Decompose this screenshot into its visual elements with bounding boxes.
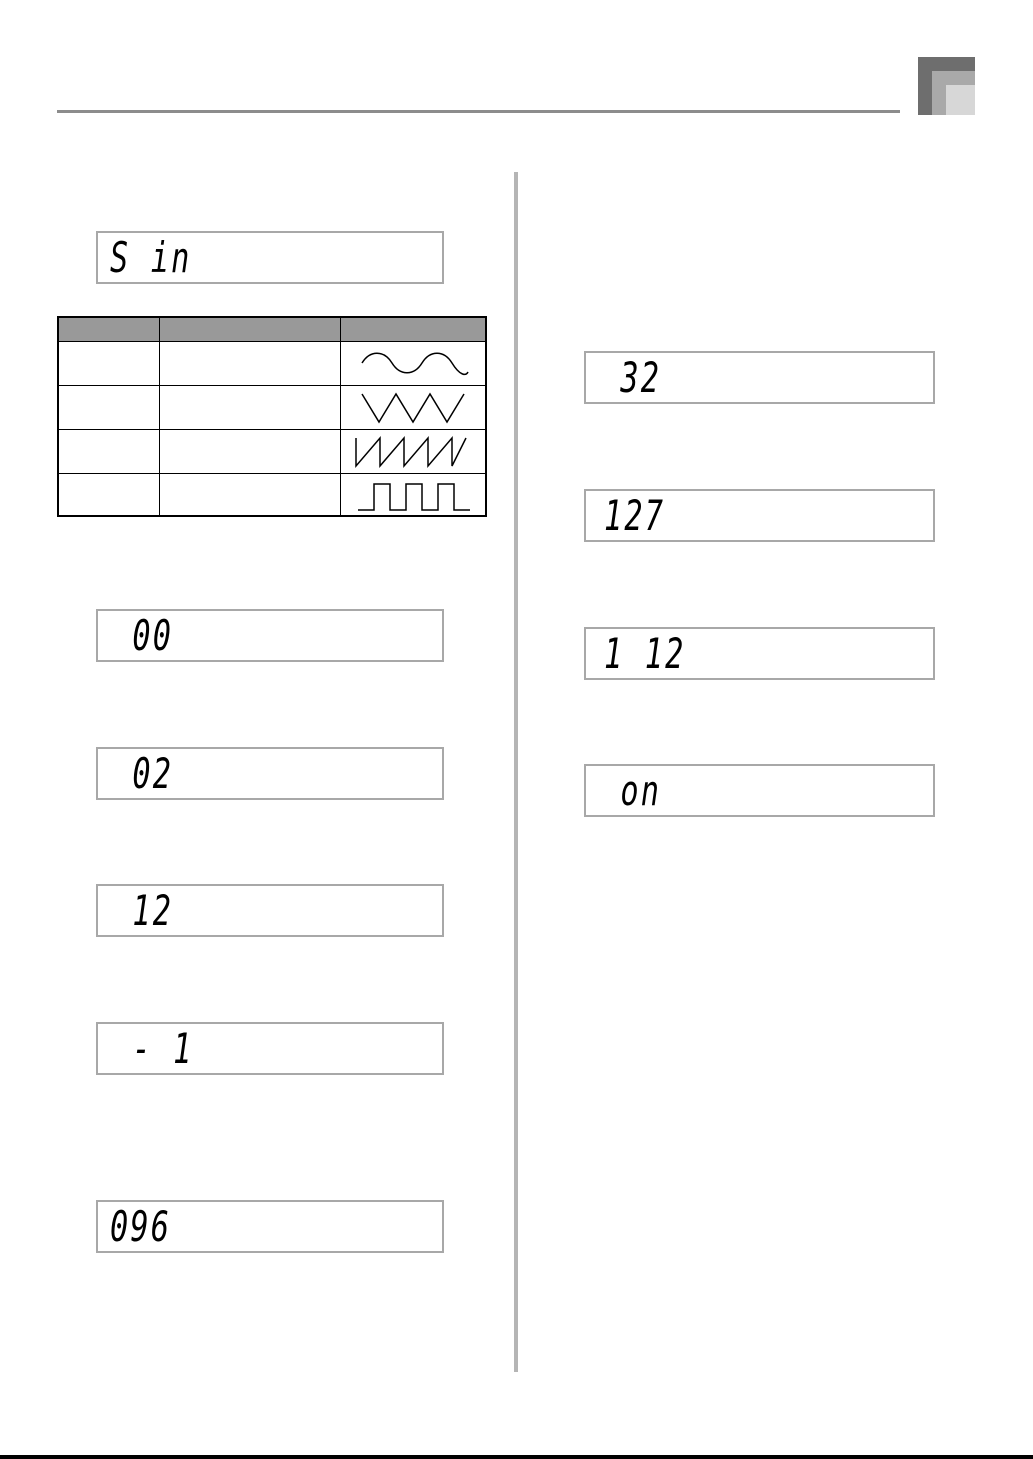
lcd-display bbox=[96, 1022, 444, 1075]
square-wave-icon bbox=[342, 474, 485, 517]
lcd-display bbox=[96, 609, 444, 662]
triangle-wave-icon bbox=[342, 386, 485, 429]
lcd-readout: 127 bbox=[604, 491, 666, 540]
lcd-readout: 00 bbox=[112, 611, 174, 660]
footer-rule bbox=[0, 1455, 1033, 1459]
lcd-readout: 1 12 bbox=[604, 629, 686, 678]
sine-wave-icon bbox=[342, 342, 485, 385]
lcd-readout: 096 bbox=[110, 1202, 172, 1251]
lcd-readout: S in bbox=[110, 233, 192, 282]
lcd-readout: - 1 bbox=[112, 1024, 194, 1073]
lcd-display bbox=[96, 231, 444, 284]
lcd-display bbox=[96, 884, 444, 937]
lcd-display bbox=[584, 627, 935, 680]
corner-tab-mark bbox=[918, 57, 975, 115]
lcd-readout: 02 bbox=[112, 749, 174, 798]
lcd-display bbox=[96, 1200, 444, 1253]
lcd-display bbox=[584, 351, 935, 404]
lcd-readout: 32 bbox=[600, 353, 662, 402]
column-divider bbox=[514, 172, 518, 1372]
lcd-readout: 12 bbox=[112, 886, 174, 935]
waveform-table bbox=[57, 316, 487, 517]
lcd-readout: on bbox=[600, 766, 662, 815]
header-rule bbox=[57, 110, 900, 113]
lcd-display bbox=[96, 747, 444, 800]
lcd-display bbox=[584, 489, 935, 542]
lcd-display bbox=[584, 764, 935, 817]
table-header-row bbox=[59, 318, 485, 342]
sawtooth-wave-icon bbox=[342, 430, 485, 473]
